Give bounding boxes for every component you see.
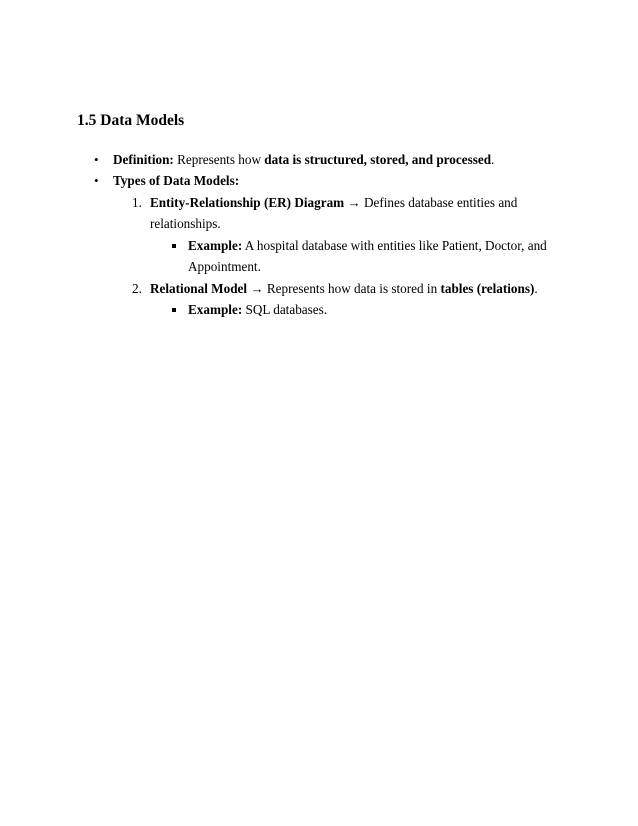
list-item <box>150 195 517 211</box>
item-term: Entity-Relationship (ER) Diagram <box>150 195 345 210</box>
item-description-continued: relationships. <box>150 216 221 231</box>
example-label: Example: <box>188 302 243 317</box>
types-line <box>113 173 239 189</box>
example-text: A hospital database with entities like Patient, Doctor, and <box>242 238 547 253</box>
item-description-emphasis: tables (relations) <box>440 281 535 296</box>
definition-text-before: Represents how <box>173 152 265 167</box>
square-bullet-icon <box>172 308 176 312</box>
types-label: Types of Data Models: <box>113 173 240 188</box>
square-bullet-icon <box>172 244 176 248</box>
definition-text-after: . <box>491 152 495 167</box>
bullet-icon: • <box>94 152 99 167</box>
example-label: Example: <box>188 238 243 253</box>
item-description-after: . <box>534 281 538 296</box>
example-text-continued: Appointment. <box>188 259 261 274</box>
item-description: → Defines database entities and <box>344 195 518 210</box>
example-text: SQL databases. <box>242 302 328 317</box>
definition-label: Definition: <box>113 152 174 167</box>
definition-line <box>113 152 494 168</box>
example-line <box>188 238 547 254</box>
item-term: Relational Model <box>150 281 248 296</box>
bullet-icon: • <box>94 173 99 188</box>
list-item <box>150 281 538 297</box>
item-number: 2. <box>132 281 142 296</box>
item-description: → Represents how data is stored in <box>247 281 441 296</box>
section-heading: 1.5 Data Models <box>77 112 185 129</box>
example-line <box>188 302 327 318</box>
definition-emphasis: data is structured, stored, and processed <box>264 152 492 167</box>
item-number: 1. <box>132 195 142 210</box>
